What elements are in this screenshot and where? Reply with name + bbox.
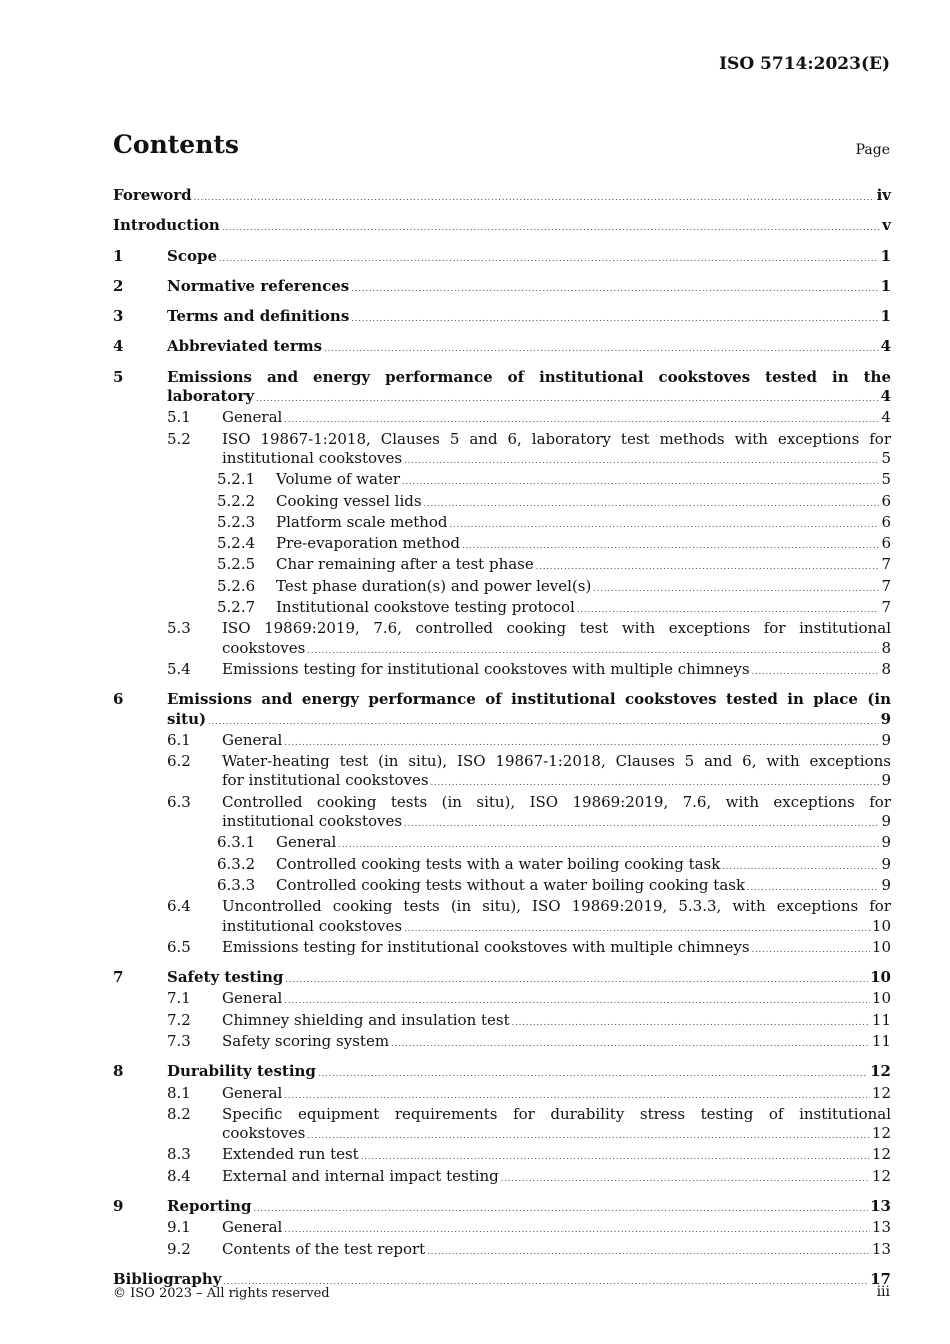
toc-entry-page: 10 bbox=[871, 916, 891, 935]
toc-entry-title-continued: cookstoves bbox=[222, 638, 306, 657]
dot-leader bbox=[593, 579, 879, 598]
toc-entry-title-continued: situ) bbox=[167, 709, 207, 728]
toc-entry-page: 4 bbox=[880, 387, 891, 406]
toc-entry-number: 9.2 bbox=[167, 1239, 191, 1258]
toc-entry-6-2[interactable] bbox=[113, 752, 891, 793]
toc-entry-8-2[interactable] bbox=[113, 1105, 891, 1146]
toc-entry-number: 5.2.2 bbox=[217, 491, 256, 510]
toc-entry-5-2-5[interactable] bbox=[113, 555, 891, 576]
toc-entry-page: 11 bbox=[871, 1031, 891, 1050]
dot-leader bbox=[361, 1147, 870, 1166]
toc-entry-page: 9 bbox=[881, 854, 891, 873]
dot-leader bbox=[404, 919, 870, 938]
toc-entry-title: Introduction bbox=[113, 216, 220, 235]
dot-leader bbox=[752, 940, 870, 959]
toc-entry-6-3-3[interactable] bbox=[113, 876, 891, 897]
dot-leader bbox=[284, 1086, 870, 1105]
toc-entry-number: 5.2.4 bbox=[217, 534, 256, 553]
toc-entry-number: 1 bbox=[113, 246, 124, 265]
dot-leader bbox=[318, 1064, 868, 1083]
dot-leader bbox=[424, 494, 880, 513]
toc-entry-number: 6.3.1 bbox=[217, 833, 256, 852]
toc-entry-title: Contents of the test report bbox=[222, 1239, 426, 1258]
toc-entry-number: 6.1 bbox=[167, 730, 191, 749]
toc-entry-number: 5.2.3 bbox=[217, 512, 256, 531]
toc-entry-6-5[interactable] bbox=[113, 938, 891, 959]
toc-entry-page: 1 bbox=[880, 307, 891, 326]
dot-leader bbox=[253, 1199, 868, 1218]
dot-leader bbox=[324, 339, 878, 358]
copyright-notice: © ISO 2023 – All rights reserved bbox=[113, 1286, 330, 1301]
dot-leader bbox=[338, 835, 879, 854]
toc-entry-page: 5 bbox=[881, 448, 891, 467]
toc-entry-number: 8.2 bbox=[167, 1104, 191, 1123]
toc-entry-title: General bbox=[222, 408, 283, 427]
toc-entry-5-2-6[interactable] bbox=[113, 577, 891, 598]
toc-entry-page: 9 bbox=[881, 730, 891, 749]
toc-entry-title: Emissions testing for institutional cookstoves with multiple chimneys bbox=[222, 659, 750, 678]
toc-entry-title: Cooking vessel lids bbox=[276, 491, 422, 510]
dot-leader bbox=[208, 712, 878, 731]
toc-entry-8-4[interactable] bbox=[113, 1167, 891, 1188]
toc-entry-6-4[interactable] bbox=[113, 897, 891, 938]
toc-entry-number: 6.3.3 bbox=[217, 875, 256, 894]
toc-entry-page: 12 bbox=[871, 1124, 891, 1143]
toc-entry-number: 4 bbox=[113, 337, 124, 356]
page-column-label: Page bbox=[855, 142, 890, 158]
toc-entry-page: 8 bbox=[881, 659, 891, 678]
toc-entry-5-1[interactable] bbox=[113, 408, 891, 429]
toc-entry-title: Durability testing bbox=[167, 1062, 316, 1081]
toc-entry-page: 4 bbox=[880, 337, 891, 356]
toc-entry-title: Controlled cooking tests (in situ), ISO 19869:2019, 7.6, with exceptions for bbox=[222, 792, 891, 811]
dot-leader bbox=[284, 410, 879, 429]
dot-leader bbox=[256, 389, 878, 408]
dot-leader bbox=[284, 1220, 870, 1239]
toc-entry-title: Safety testing bbox=[167, 968, 284, 987]
dot-leader bbox=[450, 515, 880, 534]
toc-entry-title: Normative references bbox=[167, 276, 350, 295]
toc-entry-number: 6 bbox=[113, 690, 124, 709]
document-identifier: ISO 5714:2023(E) bbox=[719, 54, 890, 74]
toc-entry-7-2[interactable] bbox=[113, 1011, 891, 1032]
toc-entry-page: 6 bbox=[881, 534, 891, 553]
toc-entry-number: 6.3 bbox=[167, 792, 191, 811]
toc-entry-introduction[interactable] bbox=[113, 216, 891, 237]
toc-entry-title: Safety scoring system bbox=[222, 1031, 390, 1050]
toc-entry-title: Emissions and energy performance of institutional cookstoves tested in the bbox=[167, 367, 891, 386]
toc-entry-page: 7 bbox=[881, 598, 891, 617]
toc-entry-7-3[interactable] bbox=[113, 1032, 891, 1053]
dot-leader bbox=[351, 309, 878, 328]
toc-entry-5-2[interactable] bbox=[113, 430, 891, 471]
toc-entry-title: Emissions testing for institutional cookstoves with multiple chimneys bbox=[222, 937, 750, 956]
toc-entry-page: 9 bbox=[881, 812, 891, 831]
toc-entry-number: 5.3 bbox=[167, 619, 191, 638]
toc-entry-9[interactable] bbox=[113, 1197, 891, 1218]
toc-entry-title-continued: laboratory bbox=[167, 387, 255, 406]
dot-leader bbox=[284, 991, 870, 1010]
toc-entry-title: Chimney shielding and insulation test bbox=[222, 1010, 510, 1029]
toc-entry-number: 5.2.1 bbox=[217, 470, 256, 489]
toc-entry-title: Foreword bbox=[113, 186, 192, 204]
toc-entry-title-continued: cookstoves bbox=[222, 1124, 306, 1143]
toc-entry-title-continued: institutional cookstoves bbox=[222, 448, 403, 467]
toc-entry-page: v bbox=[882, 216, 891, 235]
dot-leader bbox=[752, 662, 880, 681]
toc-entry-5-2-3[interactable] bbox=[113, 513, 891, 534]
toc-entry-title: Platform scale method bbox=[276, 512, 448, 531]
toc-entry-title: General bbox=[222, 1218, 283, 1237]
toc-entry-number: 9.1 bbox=[167, 1218, 191, 1237]
toc-entry-8-3[interactable] bbox=[113, 1145, 891, 1166]
toc-entry-title: Controlled cooking tests without a water boiling cooking task bbox=[276, 875, 746, 894]
toc-entry-title: Institutional cookstove testing protocol bbox=[276, 598, 575, 617]
toc-entry-number: 3 bbox=[113, 307, 124, 326]
toc-entry-page: iv bbox=[876, 186, 891, 204]
toc-entry-page: 12 bbox=[870, 1062, 891, 1081]
toc-entry-title: Extended run test bbox=[222, 1145, 359, 1164]
toc-entry-title: Controlled cooking tests with a water boiling cooking task bbox=[276, 854, 721, 873]
toc-entry-8[interactable] bbox=[113, 1062, 891, 1083]
toc-entry-number: 5.4 bbox=[167, 659, 191, 678]
toc-entry-number: 6.5 bbox=[167, 937, 191, 956]
toc-entry-title: Abbreviated terms bbox=[167, 337, 323, 356]
dot-leader bbox=[391, 1034, 870, 1053]
toc-entry-2[interactable] bbox=[113, 277, 891, 298]
toc-entry-page: 17 bbox=[870, 1269, 891, 1288]
dot-leader bbox=[536, 557, 880, 576]
toc-entry-5-2-4[interactable] bbox=[113, 534, 891, 555]
toc-entry-5-2-7[interactable] bbox=[113, 598, 891, 619]
toc-entry-page: 1 bbox=[880, 276, 891, 295]
toc-entry-title: General bbox=[222, 989, 283, 1008]
toc-entry-number: 5.2.5 bbox=[217, 555, 256, 574]
dot-leader bbox=[404, 451, 879, 470]
toc-entry-title-continued: for institutional cookstoves bbox=[222, 771, 429, 790]
dot-leader bbox=[501, 1169, 870, 1188]
toc-entry-6-1[interactable] bbox=[113, 731, 891, 752]
toc-entry-title: Scope bbox=[167, 246, 218, 265]
toc-entry-3[interactable] bbox=[113, 307, 891, 328]
toc-entry-title: General bbox=[276, 833, 337, 852]
toc-entry-page: 6 bbox=[881, 491, 891, 510]
toc-entry-number: 7.1 bbox=[167, 989, 191, 1008]
dot-leader bbox=[285, 970, 868, 989]
toc-entry-page: 5 bbox=[881, 470, 891, 489]
dot-leader bbox=[219, 249, 879, 268]
toc-entry-7[interactable] bbox=[113, 968, 891, 989]
toc-entry-page: 10 bbox=[871, 989, 891, 1008]
dot-leader bbox=[431, 773, 880, 792]
toc-entry-8-1[interactable] bbox=[113, 1084, 891, 1105]
toc-entry-page: 12 bbox=[871, 1145, 891, 1164]
toc-entry-title-continued: institutional cookstoves bbox=[222, 916, 403, 935]
toc-entry-page: 4 bbox=[881, 408, 891, 427]
toc-entry-title: Uncontrolled cooking tests (in situ), ISO 19869:2019, 5.3.3, with exceptions for bbox=[222, 897, 891, 916]
toc-entry-5-2-2[interactable] bbox=[113, 492, 891, 513]
toc-entry-title: Water-heating test (in situ), ISO 19867-1:2018, Clauses 5 and 6, with exceptions bbox=[222, 752, 891, 771]
toc-entry-number: 8.1 bbox=[167, 1083, 191, 1102]
toc-entry-5[interactable] bbox=[113, 368, 891, 409]
toc-entry-5-2-1[interactable] bbox=[113, 470, 891, 491]
page-title: Contents bbox=[113, 130, 240, 159]
toc-entry-4[interactable] bbox=[113, 337, 891, 358]
toc-entry-title: Pre-evaporation method bbox=[276, 534, 460, 553]
toc-entry-number: 5.2 bbox=[167, 429, 191, 448]
toc-entry-title: Terms and definitions bbox=[167, 307, 350, 326]
toc-entry-page: 9 bbox=[881, 875, 891, 894]
toc-entry-title: Reporting bbox=[167, 1197, 252, 1216]
page-number: iii bbox=[876, 1284, 890, 1300]
toc-entry-number: 5.2.7 bbox=[217, 598, 256, 617]
toc-entry-page: 13 bbox=[870, 1197, 891, 1216]
toc-entry-9-2[interactable] bbox=[113, 1240, 891, 1261]
dot-leader bbox=[722, 857, 879, 876]
toc-entry-number: 7 bbox=[113, 968, 124, 987]
dot-leader bbox=[194, 188, 875, 207]
dot-leader bbox=[284, 733, 879, 752]
toc-entry-number: 5.1 bbox=[167, 408, 191, 427]
toc-entry-number: 9 bbox=[113, 1197, 124, 1216]
dot-leader bbox=[427, 1242, 870, 1261]
toc-entry-page: 8 bbox=[881, 638, 891, 657]
dot-leader bbox=[307, 1126, 870, 1145]
toc-entry-title: External and internal impact testing bbox=[222, 1166, 499, 1185]
toc-entry-page: 12 bbox=[871, 1083, 891, 1102]
toc-entry-6-3-1[interactable] bbox=[113, 833, 891, 854]
toc-entry-number: 6.2 bbox=[167, 752, 191, 771]
dot-leader bbox=[402, 472, 879, 491]
toc-entry-title: Emissions and energy performance of institutional cookstoves tested in place (in bbox=[167, 690, 891, 709]
toc-entry-5-3[interactable] bbox=[113, 619, 891, 660]
toc-entry-9-1[interactable] bbox=[113, 1218, 891, 1239]
toc-entry-number: 7.2 bbox=[167, 1010, 191, 1029]
toc-entry-6-3-2[interactable] bbox=[113, 855, 891, 876]
toc-entry-page: 13 bbox=[871, 1239, 891, 1258]
toc-entry-page: 12 bbox=[871, 1166, 891, 1185]
toc-entry-title: Volume of water bbox=[276, 470, 401, 489]
toc-entry-title: General bbox=[222, 730, 283, 749]
toc-entry-number: 5 bbox=[113, 367, 124, 386]
toc-entry-title: General bbox=[222, 1083, 283, 1102]
toc-entry-page: 9 bbox=[881, 771, 891, 790]
toc-entry-page: 13 bbox=[871, 1218, 891, 1237]
toc-entry-title: ISO 19869:2019, 7.6, controlled cooking test with exceptions for institutional bbox=[222, 619, 891, 638]
toc-entry-page: 10 bbox=[870, 968, 891, 987]
toc-entry-6[interactable] bbox=[113, 690, 891, 731]
toc-entry-title: Bibliography bbox=[113, 1269, 222, 1288]
toc-entry-title: ISO 19867-1:2018, Clauses 5 and 6, laboratory test methods with exceptions for bbox=[222, 429, 891, 448]
toc-entry-title-continued: institutional cookstoves bbox=[222, 812, 403, 831]
dot-leader bbox=[307, 641, 879, 660]
dot-leader bbox=[512, 1013, 870, 1032]
toc-entry-6-3[interactable] bbox=[113, 793, 891, 834]
toc-entry-number: 7.3 bbox=[167, 1031, 191, 1050]
toc-entry-number: 8.3 bbox=[167, 1145, 191, 1164]
toc-entry-number: 8 bbox=[113, 1062, 124, 1081]
toc-entry-title: Specific equipment requirements for durability stress testing of institutional bbox=[222, 1104, 891, 1123]
toc-entry-page: 9 bbox=[881, 833, 891, 852]
toc-entry-title: Char remaining after a test phase bbox=[276, 555, 534, 574]
dot-leader bbox=[462, 536, 879, 555]
toc-entry-number: 6.4 bbox=[167, 897, 191, 916]
toc-entry-page: 7 bbox=[881, 555, 891, 574]
dot-leader bbox=[222, 218, 880, 237]
toc-entry-foreword[interactable] bbox=[113, 186, 891, 207]
toc-entry-page: 9 bbox=[880, 709, 891, 728]
toc-entry-number: 6.3.2 bbox=[217, 854, 256, 873]
toc-entry-title: Test phase duration(s) and power level(s) bbox=[276, 576, 592, 595]
table-of-contents bbox=[113, 186, 891, 1291]
dot-leader bbox=[404, 814, 879, 833]
dot-leader bbox=[577, 600, 880, 619]
toc-entry-number: 2 bbox=[113, 276, 124, 295]
toc-entry-page: 7 bbox=[881, 576, 891, 595]
dot-leader bbox=[747, 878, 879, 897]
toc-entry-1[interactable] bbox=[113, 247, 891, 268]
toc-entry-page: 10 bbox=[871, 937, 891, 956]
toc-entry-page: 6 bbox=[881, 512, 891, 531]
toc-entry-number: 8.4 bbox=[167, 1166, 191, 1185]
toc-entry-page: 1 bbox=[880, 246, 891, 265]
toc-entry-page: 11 bbox=[871, 1010, 891, 1029]
toc-entry-5-4[interactable] bbox=[113, 660, 891, 681]
toc-entry-number: 5.2.6 bbox=[217, 576, 256, 595]
dot-leader bbox=[351, 279, 878, 298]
toc-entry-7-1[interactable] bbox=[113, 989, 891, 1010]
